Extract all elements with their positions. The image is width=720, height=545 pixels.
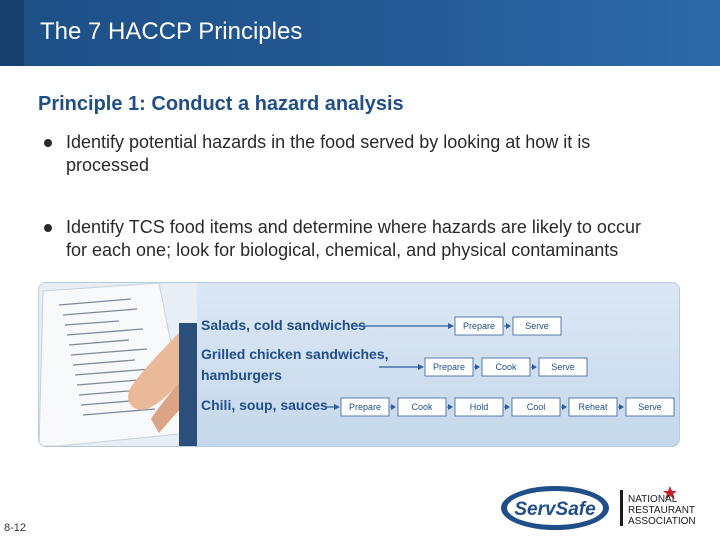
arrow-icon	[532, 364, 537, 370]
flow-step-label: Prepare	[462, 321, 496, 331]
arrow-icon	[562, 404, 567, 410]
principle-heading: Principle 1: Conduct a hazard analysis	[38, 93, 404, 115]
flow-step-label: Reheat	[578, 402, 608, 412]
flow-step-label: Serve	[638, 402, 662, 412]
bullet-text: Identify potential hazards in the food served by looking at how it is processed	[66, 132, 591, 175]
flowchart-diagram	[39, 283, 679, 446]
flow-step-label: Cool	[526, 402, 546, 412]
flow-row-label: Grilled chicken sandwiches,	[201, 346, 389, 362]
arrow-icon	[505, 404, 510, 410]
page-number: 8-12	[4, 522, 27, 534]
arrow-icon	[475, 364, 480, 370]
flow-step-label: Cook	[411, 402, 433, 412]
flow-row-label: Chili, soup, sauces	[201, 397, 328, 413]
title-bar	[0, 0, 720, 66]
title-bar-accent	[0, 0, 24, 66]
servsafe-logo	[501, 486, 609, 530]
slide-title: The 7 HACCP Principles	[40, 18, 303, 45]
nra-logo	[628, 486, 696, 527]
flow-row-label: hamburgers	[201, 367, 282, 383]
flow-step-label: Prepare	[432, 362, 466, 372]
bullet-dot-icon	[44, 224, 52, 232]
flow-step-label: Prepare	[348, 402, 382, 412]
servsafe-wordmark: ServSafe	[514, 499, 596, 520]
nra-line-3: ASSOCIATION	[628, 516, 696, 527]
flow-step-label: Serve	[525, 321, 549, 331]
arrow-icon	[448, 404, 453, 410]
flowchart-panel	[38, 282, 680, 447]
flow-step-label: Serve	[551, 362, 575, 372]
arrow-icon	[391, 404, 396, 410]
arrow-icon	[506, 323, 511, 329]
nra-line-1: NATIONAL	[628, 494, 678, 505]
flow-step-label: Cook	[495, 362, 517, 372]
nra-line-2: RESTAURANT	[628, 505, 696, 516]
flow-step-label: Hold	[469, 402, 489, 412]
bullet-text: Identify TCS food items and determine where hazards are likely to occur for each one; look for biological, chemical, and physical contaminants	[66, 217, 641, 260]
logo-area	[500, 480, 720, 540]
arrow-icon	[619, 404, 624, 410]
arrow-icon	[334, 404, 340, 410]
menu-photo	[39, 283, 197, 446]
arrow-icon	[448, 323, 454, 329]
bullet-dot-icon	[44, 139, 52, 147]
flow-row-label: Salads, cold sandwiches	[201, 317, 366, 333]
arrow-icon	[418, 364, 424, 370]
